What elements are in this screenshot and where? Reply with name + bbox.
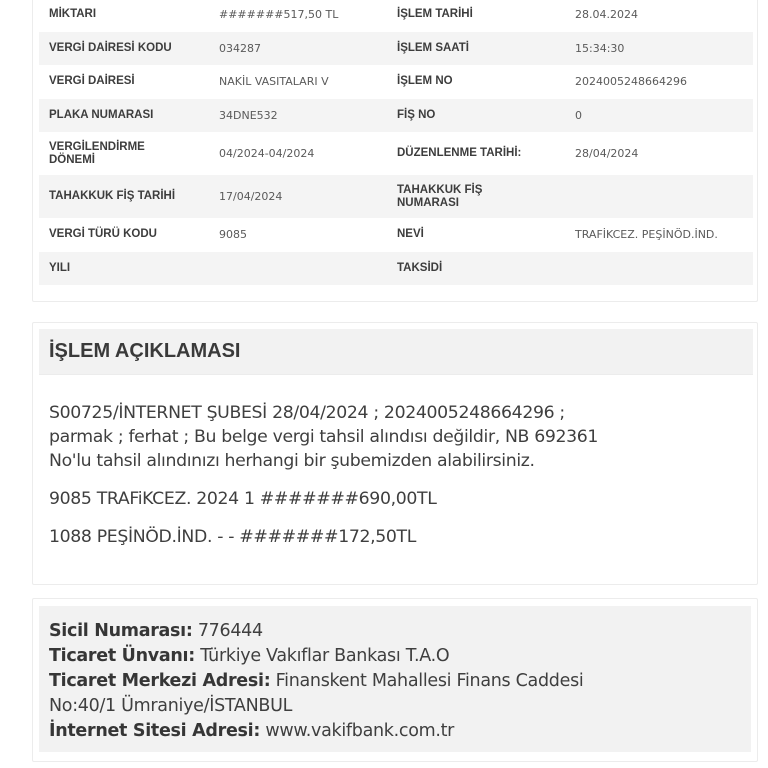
trade-name-line bbox=[49, 644, 751, 669]
table-row bbox=[39, 218, 753, 252]
installment-label: TAKSİDİ bbox=[397, 261, 443, 274]
tax-type-code-label: VERGİ TÜRÜ KODU bbox=[49, 228, 157, 241]
plate-number-value: 34DNE532 bbox=[219, 108, 278, 122]
head-office-address-value: Finanskent Mahallesi Finans Caddesi bbox=[275, 671, 584, 691]
head-office-address-line-2 bbox=[49, 694, 751, 719]
description-paragraph bbox=[49, 401, 749, 473]
table-row bbox=[39, 0, 753, 32]
plate-number-label: PLAKA NUMARASI bbox=[49, 108, 154, 121]
transaction-date-value: 28.04.2024 bbox=[575, 8, 638, 22]
table-row bbox=[39, 65, 753, 99]
discount-amount-line: 1088 PEŞİNÖD.İND. - - #######172,50TL bbox=[49, 527, 417, 547]
head-office-address-line bbox=[49, 669, 751, 694]
transaction-details-table bbox=[39, 0, 753, 285]
description-paragraph-line: S00725/İNTERNET ŞUBESİ 28/04/2024 ; 2024005248664296 ; bbox=[49, 403, 565, 423]
accrual-receipt-date-value: 17/04/2024 bbox=[219, 190, 283, 203]
table-row bbox=[39, 132, 753, 175]
year-label: YILI bbox=[49, 261, 71, 274]
transaction-date-label: İŞLEM TARİHİ bbox=[397, 8, 473, 21]
head-office-address-value-2: No:40/1 Ümraniye/İSTANBUL bbox=[49, 696, 293, 716]
amount-value: #######517,50 TL bbox=[219, 8, 339, 22]
receipt-no-value: 0 bbox=[575, 108, 582, 122]
description-paragraph-line: parmak ; ferhat ; Bu belge vergi tahsil alındısı değildir, NB 692361 bbox=[49, 427, 599, 447]
type-value: TRAFİKCEZ. PEŞİNÖD.İND. bbox=[575, 228, 718, 242]
description-paragraph-line: No'lu tahsil alındınızı herhangi bir şubemizden alabilirsiniz. bbox=[49, 451, 535, 471]
transaction-details-card bbox=[32, 0, 758, 302]
amount-label: MİKTARI bbox=[49, 8, 97, 21]
transaction-description-card bbox=[32, 322, 758, 585]
tax-office-code-label: VERGİ DAİRESİ KODU bbox=[49, 41, 172, 54]
company-info-box bbox=[39, 606, 751, 752]
issue-date-value: 28/04/2024 bbox=[575, 147, 639, 160]
table-row bbox=[39, 32, 753, 66]
transaction-no-label: İŞLEM NO bbox=[397, 75, 453, 88]
website-link[interactable]: www.vakifbank.com.tr bbox=[265, 721, 455, 741]
registry-number-value: 776444 bbox=[197, 621, 263, 641]
tax-type-code-value: 9085 bbox=[219, 228, 247, 242]
company-info-card bbox=[32, 598, 758, 762]
taxation-period-label: VERGİLENDİRME DÖNEMİ bbox=[49, 140, 145, 166]
website-line bbox=[49, 719, 751, 744]
accrual-receipt-number-label: TAHAKKUK FİŞ NUMARASI bbox=[397, 183, 483, 209]
issue-date-label: DÜZENLENME TARİHİ: bbox=[397, 147, 522, 159]
receipt-no-label: FİŞ NO bbox=[397, 108, 436, 121]
trade-name-label: Ticaret Ünvanı: bbox=[49, 646, 195, 666]
description-title: İŞLEM AÇIKLAMASI bbox=[49, 340, 241, 362]
table-row bbox=[39, 99, 753, 133]
tax-office-label: VERGİ DAİRESİ bbox=[49, 75, 135, 88]
transaction-time-value: 15:34:30 bbox=[575, 41, 625, 55]
fine-amount-line: 9085 TRAFiKCEZ. 2024 1 #######690,00TL bbox=[49, 489, 437, 509]
description-body bbox=[49, 401, 749, 549]
transaction-no-value: 2024005248664296 bbox=[575, 75, 687, 89]
tax-office-value: NAKİL VASITALARI V bbox=[219, 75, 329, 89]
head-office-address-label: Ticaret Merkezi Adresi: bbox=[49, 671, 271, 691]
table-row bbox=[39, 252, 753, 286]
table-row bbox=[39, 175, 753, 218]
description-header bbox=[39, 329, 753, 375]
taxation-period-value: 04/2024-04/2024 bbox=[219, 147, 315, 160]
website-label: İnternet Sitesi Adresi: bbox=[49, 721, 261, 741]
transaction-time-label: İŞLEM SAATİ bbox=[397, 41, 469, 54]
trade-name-value: Türkiye Vakıflar Bankası T.A.O bbox=[200, 646, 450, 666]
accrual-receipt-date-label: TAHAKKUK FİŞ TARİHİ bbox=[49, 190, 176, 202]
tax-office-code-value: 034287 bbox=[219, 41, 261, 55]
registry-number-label: Sicil Numarası: bbox=[49, 621, 193, 641]
registry-number-line bbox=[49, 619, 751, 644]
type-label: NEVİ bbox=[397, 228, 424, 241]
